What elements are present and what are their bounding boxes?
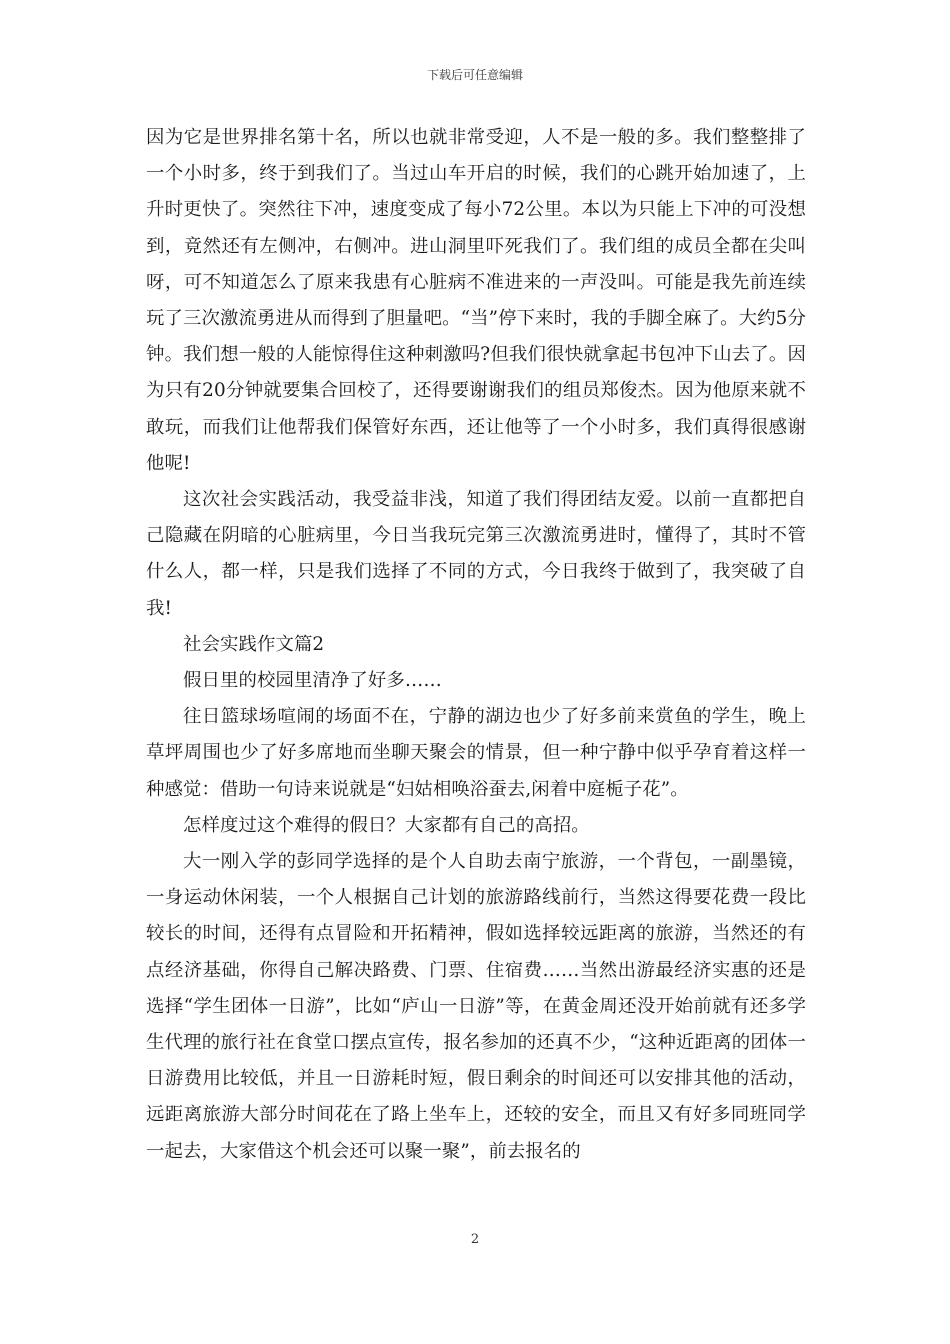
section-heading: 社会实践作文篇2	[183, 633, 325, 655]
document-body	[146, 120, 806, 1170]
paragraph-6: 大一刚入学的彭同学选择的是个人自助去南宁旅游，一个背包，一副墨镜，一身运动休闲装，一个人根据自己计划的旅游路线前行，当然这得要花费一段比较长的时间，还得有点冒险和开拓精神，假如选择较远距离的旅游，当然还的有点经济基础，你得自己解决路费、门票、住宿费……当然出游最经济实惠的还是选择“学生团体一日游”，比如“庐山一日游”等，在黄金周还没开始前就有还多学生代理的旅行社在食堂口摆点宣传，报名参加的还真不少，“这种近距离的团体一日游费用比较低，并且一日游耗时短，假日剩余的时间还可以安排其他的活动，远距离旅游大部分时间花在了路上坐车上，还较的安全，而且又有好多同班同学一起去，大家借这个机会还可以聚一聚”，前去报名的	[146, 851, 806, 1162]
paragraph-4: 往日篮球场喧闹的场面不在，宁静的湖边也少了好多前来赏鱼的学生，晚上草坪周围也少了好多席地而坐聊天聚会的情景，但一种宁静中似乎孕育着这样一种感觉：借助一句诗来说就是“妇姑相唤浴蚕去,闲着中庭栀子花”。	[146, 706, 806, 800]
paragraph-5: 怎样度过这个难得的假日？大家都有自己的高招。	[183, 814, 590, 836]
page-header: 下载后可任意编辑	[426, 68, 523, 82]
paragraph-3: 假日里的校园里清净了好多……	[183, 670, 442, 692]
page-number: 2	[470, 1232, 480, 1247]
paragraph-1: 因为它是世界排名第十名，所以也就非常受迎，人不是一般的多。我们整整排了一个小时多，终于到我们了。当过山车开启的时候，我们的心跳开始加速了，上升时更快了。突然往下冲，速度变成了每小72公里。本以为只能上下冲的可没想到，竟然还有左侧冲，右侧冲。进山洞里吓死我们了。我们组的成员全都在尖叫呀，可不知道怎么了原来我患有心脏病不准进来的一声没叫。可能是我先前连续玩了三次激流勇进从而得到了胆量吧。“当”停下来时，我的手脚全麻了。大约5分钟。我们想一般的人能惊得住这种刺激吗?但我们很快就拿起书包冲下山去了。因为只有20分钟就要集合回校了，还得要谢谢我们的组员郑俊杰。因为他原来就不敢玩，而我们让他帮我们保管好东西，还让他等了一个小时多，我们真得很感谢他呢!	[146, 127, 806, 474]
paragraph-2: 这次社会实践活动，我受益非浅，知道了我们得团结友爱。以前一直都把自己隐藏在阴暗的心脏病里，今日当我玩完第三次激流勇进时，懂得了，其时不管什么人，都一样，只是我们选择了不同的方式，今日我终于做到了，我突破了自我!	[146, 489, 806, 619]
